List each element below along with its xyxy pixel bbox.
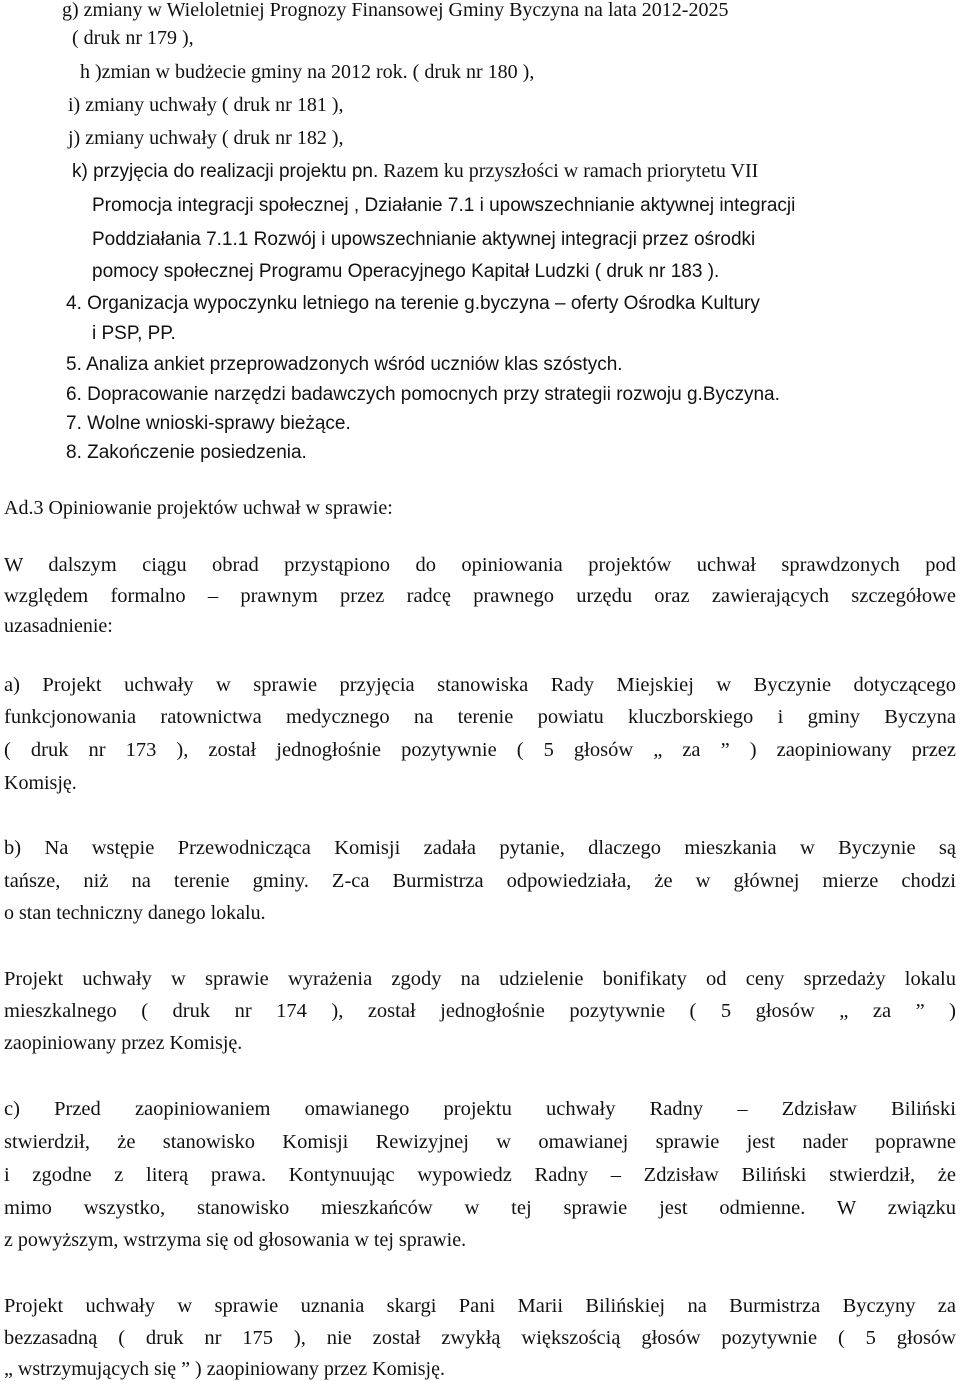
paragraph-a-line-4: Komisję. xyxy=(4,772,77,794)
paragraph-1-line-2: względem formalno – prawnym przez radcę prawnego urzędu oraz zawierających szczegółowe xyxy=(4,585,956,607)
paragraph-b-line-1: b) Na wstępie Przewodnicząca Komisji zadała pytanie, dlaczego mieszkania w Byczynie są xyxy=(4,837,956,859)
paragraph-c-line-4: mimo wszystko, stanowisko mieszkańców w tej sprawie jest odmienne. W związku xyxy=(4,1197,956,1219)
agenda-point-8: 8. Zakończenie posiedzenia. xyxy=(66,442,307,463)
paragraph-b-line-3: o stan techniczny danego lokalu. xyxy=(4,902,266,924)
paragraph-175-line-3: „ wstrzymujących się ” ) zaopiniowany przez Komisję. xyxy=(4,1358,445,1380)
paragraph-c-line-5: z powyższym, wstrzyma się od głosowania w tej sprawie. xyxy=(4,1229,467,1251)
paragraph-c-line-1: c) Przed zaopiniowaniem omawianego projektu uchwały Radny – Zdzisław Biliński xyxy=(4,1098,956,1120)
agenda-point-4-cont: i PSP, PP. xyxy=(92,323,176,344)
agenda-item-k-line3: Poddziałania 7.1.1 Rozwój i upowszechnianie aktywnej integracji przez ośrodki xyxy=(92,229,756,250)
paragraph-174-line-2: mieszkalnego ( druk nr 174 ), został jednogłośnie pozytywnie ( 5 głosów „ za ” ) xyxy=(4,1000,956,1022)
paragraph-a-line-3: ( druk nr 173 ), został jednogłośnie pozytywnie ( 5 głosów „ za ” ) zaopiniowany przez xyxy=(4,739,956,761)
paragraph-a-line-2: funkcjonowania ratownictwa medycznego na terenie powiatu kluczborskiego i gminy Byczyna xyxy=(4,706,956,728)
agenda-item-i: i) zmiany uchwały ( druk nr 181 ), xyxy=(68,94,344,116)
agenda-item-g: g) zmiany w Wieloletniej Prognozy Finansowej Gminy Byczyna na lata 2012-2025 xyxy=(62,0,729,21)
agenda-item-k-title: Razem ku przyszłości w ramach priorytetu VII xyxy=(378,160,759,182)
agenda-point-6: 6. Dopracowanie narzędzi badawczych pomocnych przy strategii rozwoju g.Byczyna. xyxy=(66,384,780,405)
paragraph-b-line-2: tańsze, niż na terenie gminy. Z-ca Burmistrza odpowiedziała, że w głównej mierze chodzi xyxy=(4,870,956,892)
agenda-item-k xyxy=(72,159,758,184)
paragraph-1-line-3: uzasadnienie: xyxy=(4,615,113,637)
paragraph-174-line-3: zaopiniowany przez Komisję. xyxy=(4,1032,243,1054)
agenda-item-j: j) zmiany uchwały ( druk nr 182 ), xyxy=(68,127,344,149)
paragraph-175-line-2: bezzasadną ( druk nr 175 ), nie został zwykłą większością głosów pozytywnie ( 5 głosów xyxy=(4,1327,956,1349)
agenda-point-5: 5. Analiza ankiet przeprowadzonych wśród uczniów klas szóstych. xyxy=(66,354,623,375)
agenda-point-7: 7. Wolne wnioski-sprawy bieżące. xyxy=(66,413,351,434)
paragraph-c-line-3: i zgodne z literą prawa. Kontynuując wypowiedz Radny – Zdzisław Biliński stwierdził, że xyxy=(4,1164,956,1186)
paragraph-1-line-1: W dalszym ciągu obrad przystąpiono do opiniowania projektów uchwał sprawdzonych pod xyxy=(4,554,956,576)
paragraph-a-line-1: a) Projekt uchwały w sprawie przyjęcia stanowiska Rady Miejskiej w Byczynie dotyczącego xyxy=(4,674,956,696)
agenda-item-k-line4: pomocy społecznej Programu Operacyjnego Kapitał Ludzki ( druk nr 183 ). xyxy=(92,261,720,282)
section-heading-ad3: Ad.3 Opiniowanie projektów uchwał w sprawie: xyxy=(4,497,393,519)
agenda-item-g-druk: ( druk nr 179 ), xyxy=(72,27,194,49)
agenda-point-4: 4. Organizacja wypoczynku letniego na terenie g.byczyna – oferty Ośrodka Kultury xyxy=(66,293,760,314)
agenda-item-h: h )zmian w budżecie gminy na 2012 rok. ( druk nr 180 ), xyxy=(80,61,535,83)
agenda-item-k-line2: Promocja integracji społecznej , Działanie 7.1 i upowszechnianie aktywnej integracji xyxy=(92,195,796,216)
paragraph-c-line-2: stwierdził, że stanowisko Komisji Rewizyjnej w omawianej sprawie jest nader poprawne xyxy=(4,1131,956,1153)
paragraph-175-line-1: Projekt uchwały w sprawie uznania skargi Pani Marii Bilińskiej na Burmistrza Byczyny za xyxy=(4,1295,956,1317)
agenda-item-k-lead: k) przyjęcia do realizacji projektu pn. xyxy=(72,161,379,182)
paragraph-174-line-1: Projekt uchwały w sprawie wyrażenia zgody na udzielenie bonifikaty od ceny sprzedaży lokalu xyxy=(4,968,956,990)
